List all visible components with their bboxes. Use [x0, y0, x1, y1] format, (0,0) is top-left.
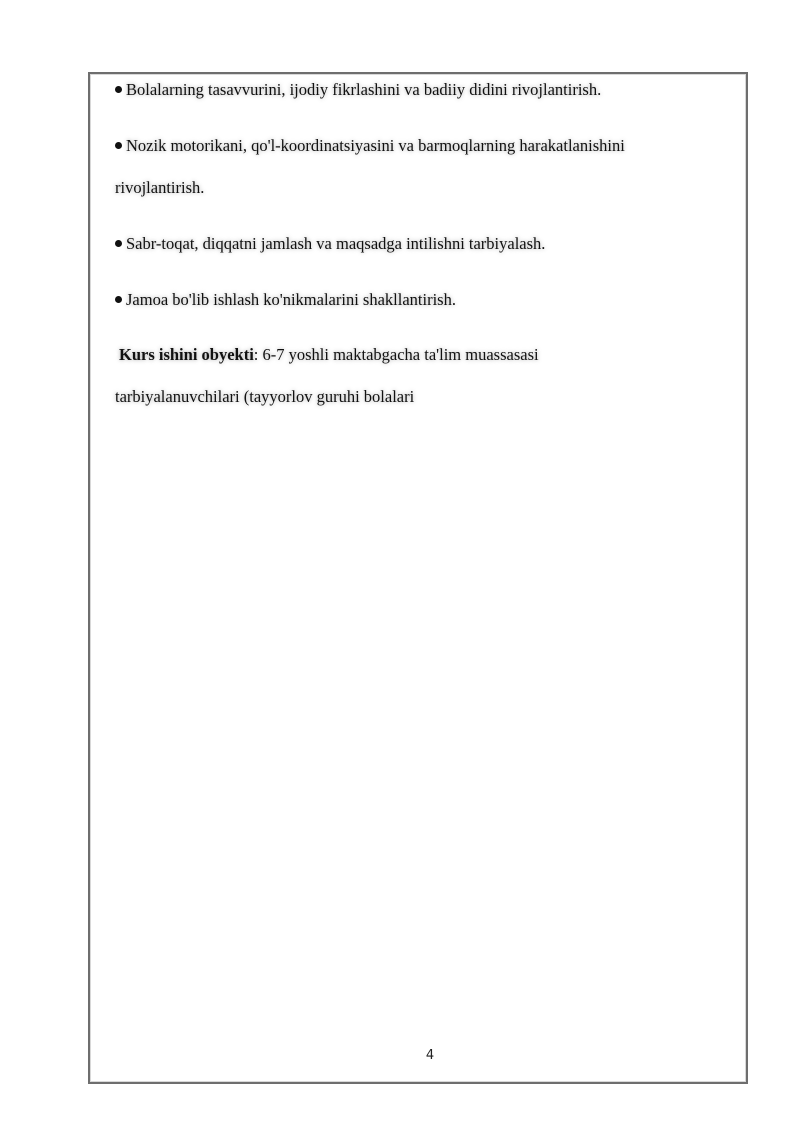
course-object-text-line2: tarbiyalanuvchilari (tayyorlov guruhi bolalari — [115, 387, 415, 406]
bullet-text-4: Jamoa bo'lib ishlash ko'nikmalarini shakllantirish. — [126, 290, 456, 309]
bullet-item-3 — [115, 234, 545, 254]
bullet-text-3: Sabr-toqat, diqqatni jamlash va maqsadga intilishni tarbiyalash. — [126, 234, 546, 253]
page-border — [88, 72, 748, 1084]
bullet-dot-icon — [115, 296, 122, 303]
bullet-dot-icon — [115, 86, 122, 93]
bullet-item-4 — [115, 290, 456, 310]
bullet-item-2 — [115, 136, 625, 156]
page-number: 4 — [425, 1048, 435, 1063]
bullet-text-2: Nozik motorikani, qo'l-koordinatsiyasini va barmoqlarning harakatlanishini — [126, 136, 625, 155]
bullet-item-2-continuation — [115, 178, 204, 198]
bullet-dot-icon — [115, 142, 122, 149]
bullet-text-2-continuation: rivojlantirish. — [115, 178, 205, 197]
course-object-text-line1: : 6-7 yoshli maktabgacha ta'lim muassasasi — [253, 345, 539, 364]
bullet-dot-icon — [115, 240, 122, 247]
course-object-label: Kurs ishini obyekti — [119, 345, 254, 364]
course-object-paragraph-continuation — [115, 387, 414, 407]
bullet-text-1: Bolalarning tasavvurini, ijodiy fikrlashini va badiiy didini rivojlantirish. — [126, 80, 602, 99]
bullet-item-1 — [115, 80, 601, 100]
course-object-paragraph — [119, 345, 539, 365]
